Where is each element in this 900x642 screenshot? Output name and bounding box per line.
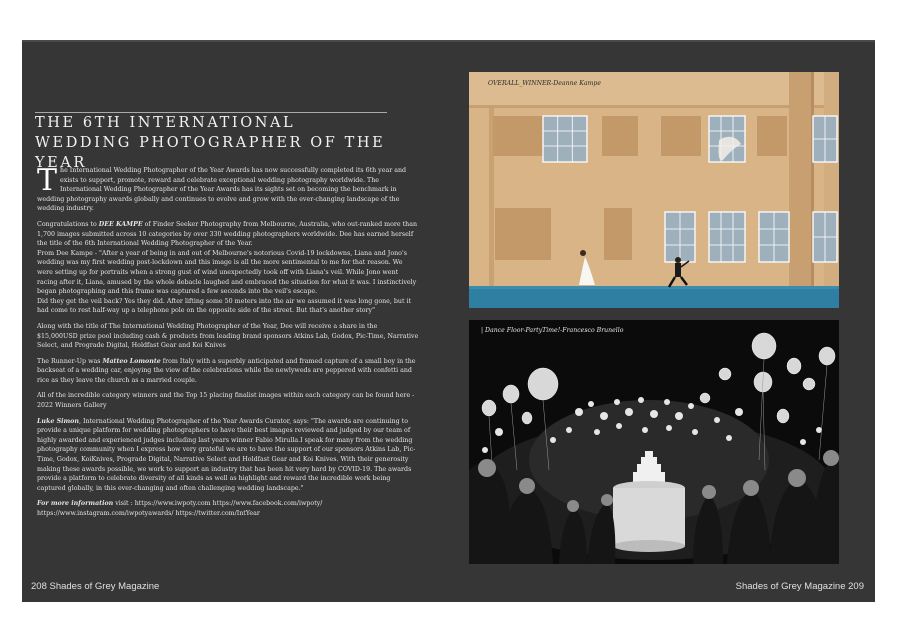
gallery-paragraph: All of the incredible category winners and the Top 15 placing finalist images within each category can be found here - 2022 Winners Gallery <box>37 392 415 410</box>
runner-up-name: Matteo Lomonte <box>102 357 161 365</box>
quote-paragraph: From Dee Kampe - "After a year of being in and out of Melbourne's notorious Covid-19 lockdowns, Liana and Jono's wedding was my first wedding post-lockdown and this image is all the more sentimental to me for that reason. We were setting up for portraits when a strong gust of wind unexpectedly took off with Liana's veil. While Jono went racing after it, Liana, amused by the whole debacle laughed and embraced the situation for what it was. I instinctively began photographing and this frame was captured a few seconds into the veil's escape. <box>37 249 417 296</box>
runner-up-text-pre: The Runner-Up was <box>37 357 103 365</box>
winner-photo-caption: OVERALL_WINNER-Deanne Kampe <box>488 80 601 87</box>
prize-paragraph: Along with the title of The International Wedding Photographer of the Year, Dee will receive a share in the $15,000USD prize pool including cash & products from leading brand sponsors Atkins Lab, Godox, Pic-Time, Narrative Select, and Prograde Digital, Holdfast Gear and Koi Knives <box>37 322 419 350</box>
winner-text-pre: Congratulations to <box>37 220 99 228</box>
intro-paragraph <box>37 163 420 214</box>
runner-up-paragraph <box>37 357 420 386</box>
runner-up-text-post: from Italy with a superbly anticipated and framed capture of a small boy in the backseat of a wedding car, enjoying the view of the celebrations while the newlyweds are peppered with confetti and rice as they leave the church as a married couple. <box>37 357 416 384</box>
more-info-label: For more information <box>37 500 114 508</box>
drop-cap: T <box>37 163 58 198</box>
page-top-edge <box>22 40 875 42</box>
winner-photo-art <box>469 72 839 308</box>
intro-text: he International Wedding Photographer of the Year Awards has now successfully completed its 6th year and exists to support, promote, reward and celebrate exceptional wedding photography worldwide. The International Wedding Photographer of the Year Awards has its sights set on becoming the benchmark in wedding photography awards globally and continues to evolve and grow with the ever-changing landscape of the wedding industry. <box>37 167 407 213</box>
curator-quote: , International Wedding Photographer of the Year Awards Curator, says: "The awards are continuing to provide a unique platform for wedding photographers to have their best images reviewed and judged by our team of highly awarded and experienced judges including last years winner Fabio Mirulla.I speak for many from the wedding photography community when I express how very grateful we are to have the support of our sponsors Atkins Lab, Pic-Time, Godox, KoiKnives, Prograde Digital, Narrative Select and Holdfast Gear and Koi Knives. With their generosity making these awards possible, we work to support an industry that has been hit very hard by COVID-19. The awards provide a platform to celebrate diversity of all kinds as well as highlight and reward the incredible work being captured globally, in this ever-changing and often challenging wedding landscape." <box>37 417 416 492</box>
winner-photo <box>469 72 839 308</box>
page-number-left: 208 Shades of Grey Magazine <box>31 581 160 592</box>
article-body <box>37 163 420 525</box>
dance-floor-photo-art <box>469 320 839 564</box>
winner-name: DEE KAMPE <box>98 220 143 228</box>
dance-floor-photo-caption: | Dance Floor-PartyTime!-Francesco Brunello <box>481 327 624 334</box>
veil-paragraph: Did they get the veil back? Yes they did. After lifting some 50 meters into the air we assumed it was long gone, but it had come to rest half-way up a telephone pole on the opposite side of the street. But that's another story" <box>37 297 412 315</box>
links-paragraph <box>37 499 420 518</box>
winner-paragraph <box>37 220 420 249</box>
curator-name: Luke Simon <box>37 417 79 425</box>
article-title: THE 6TH INTERNATIONAL WEDDING PHOTOGRAPHER OF THE YEAR <box>35 115 386 171</box>
links-text: visit : https://www.iwpoty.com https://www.facebook.com/iwpoty/ https://www.instagram.com/iwpotyawards/ https://twitter.com/IntYear <box>37 500 323 517</box>
page-number-right: Shades of Grey Magazine 209 <box>735 581 864 592</box>
curator-paragraph <box>37 417 420 494</box>
winner-text-post: of Finder Seeker Photography from Melbourne, Australia, who out-ranked more than 1,700 images submitted across 10 categories by over 330 wedding photographers worldwide. Dee has earned herself the title of the 6th International Wedding Photographer of the Year. <box>37 220 418 248</box>
dance-floor-photo <box>469 320 839 564</box>
